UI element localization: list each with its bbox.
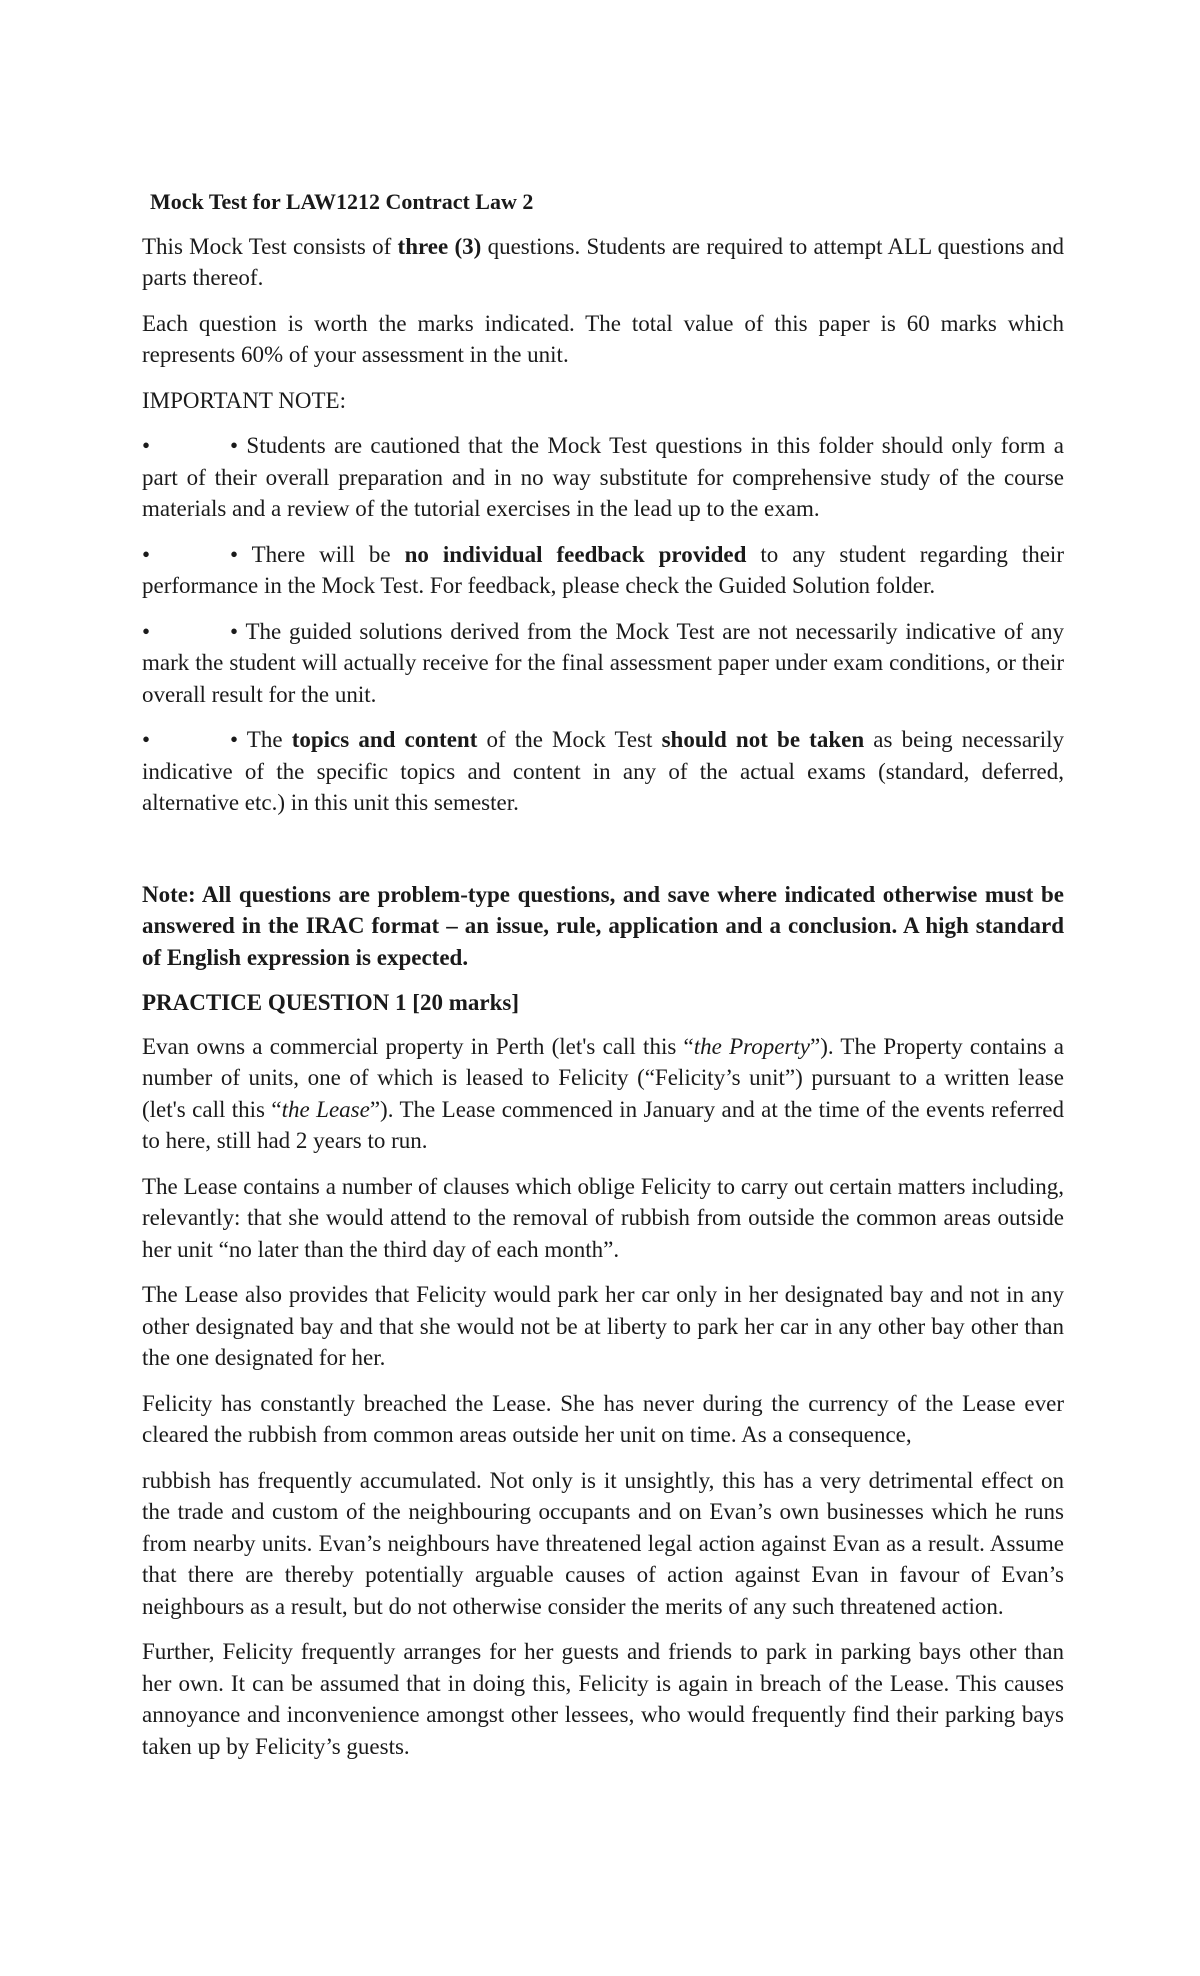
- question-1-paragraph-2: The Lease contains a number of clauses which oblige Felicity to carry out certain matters including, relevantly: that she would attend to the removal of rubbish from outside the common areas outside her unit “no later than the third day of each month”.: [142, 1173, 1064, 1262]
- bullet-item-4: • • The topics and content of the Mock Test should not be taken as being necessarily indicative of the specific topics and content in any of the actual exams (standard, deferred, alternative etc.) in this unit this semester.: [142, 724, 1064, 819]
- question-1-paragraph-4: Felicity has constantly breached the Lease. She has never during the currency of the Lease ever cleared the rubbish from common areas outside her unit on time. As a consequence,: [142, 1390, 1064, 1447]
- intro-paragraph-1: This Mock Test consists of three (3) questions. Students are required to attempt ALL questions and parts thereof.: [142, 233, 1064, 290]
- bullet-marker: •: [142, 727, 151, 752]
- question-1-paragraph-5: rubbish has frequently accumulated. Not only is it unsightly, this has a very detrimental effect on the trade and custom of the neighbouring occupants and on Evan’s own businesses which he runs from nearby units. Evan’s neighbours have threatened legal action against Evan as a result. Assume that there are thereby potentially arguable causes of action against Evan in favour of Evan’s neighbours as a result, but do not otherwise consider the merits of any such threatened action.: [142, 1467, 1064, 1619]
- document-title: Mock Test for LAW1212 Contract Law 2: [150, 189, 534, 214]
- bullet-marker: •: [142, 618, 151, 644]
- bullet-item-3: • • The guided solutions derived from the Mock Test are not necessarily indicative of any mark the student will actually receive for the final assessment paper under exam conditions, or their overall result for the unit.: [142, 616, 1064, 711]
- bullet-item-1: • • Students are cautioned that the Mock Test questions in this folder should only form a part of their overall preparation and in no way substitute for comprehensive study of the course materials and a review of the tutorial exercises in the lead up to the exam.: [142, 430, 1064, 525]
- bullet-marker: •: [142, 541, 151, 567]
- section-spacer: [142, 833, 1064, 879]
- question-1-paragraph-6: Further, Felicity frequently arranges for her guests and friends to park in parking bays other than her own. It can be assumed that in doing this, Felicity is again in breach of the Lease. This causes annoyance and inconvenience amongst other lessees, who would frequently find their parking bays taken up by Felicity’s guests.: [142, 1639, 1064, 1759]
- bullet-item-2: • • There will be no individual feedback provided to any student regarding their performance in the Mock Test. For feedback, please check the Guided Solution folder.: [142, 539, 1064, 602]
- question-1-paragraph-1: Evan owns a commercial property in Perth (let's call this “the Property”). The Property contains a number of units, one of which is leased to Felicity (“Felicity’s unit”) pursuant to a written lease (let's call this “the Lease”). The Lease commenced in January and at the time of the events referred to here, still had 2 years to run.: [142, 1033, 1064, 1153]
- intro-paragraph-2: Each question is worth the marks indicated. The total value of this paper is 60 marks which represents 60% of your assessment in the unit.: [142, 310, 1064, 367]
- important-note-label: IMPORTANT NOTE:: [142, 387, 346, 413]
- question-1-paragraph-3: The Lease also provides that Felicity would park her car only in her designated bay and not in any other designated bay and that she would not be at liberty to park her car in any other bay other than the one designated for her.: [142, 1282, 1064, 1370]
- question-1-heading: PRACTICE QUESTION 1 [20 marks]: [142, 990, 519, 1015]
- bullet-marker: •: [142, 433, 151, 458]
- document-page: [142, 186, 1064, 1776]
- irac-note: Note: All questions are problem-type questions, and save where indicated otherwise must be answered in the IRAC format – an issue, rule, application and a conclusion. A high standard of English expression is expected.: [142, 881, 1064, 970]
